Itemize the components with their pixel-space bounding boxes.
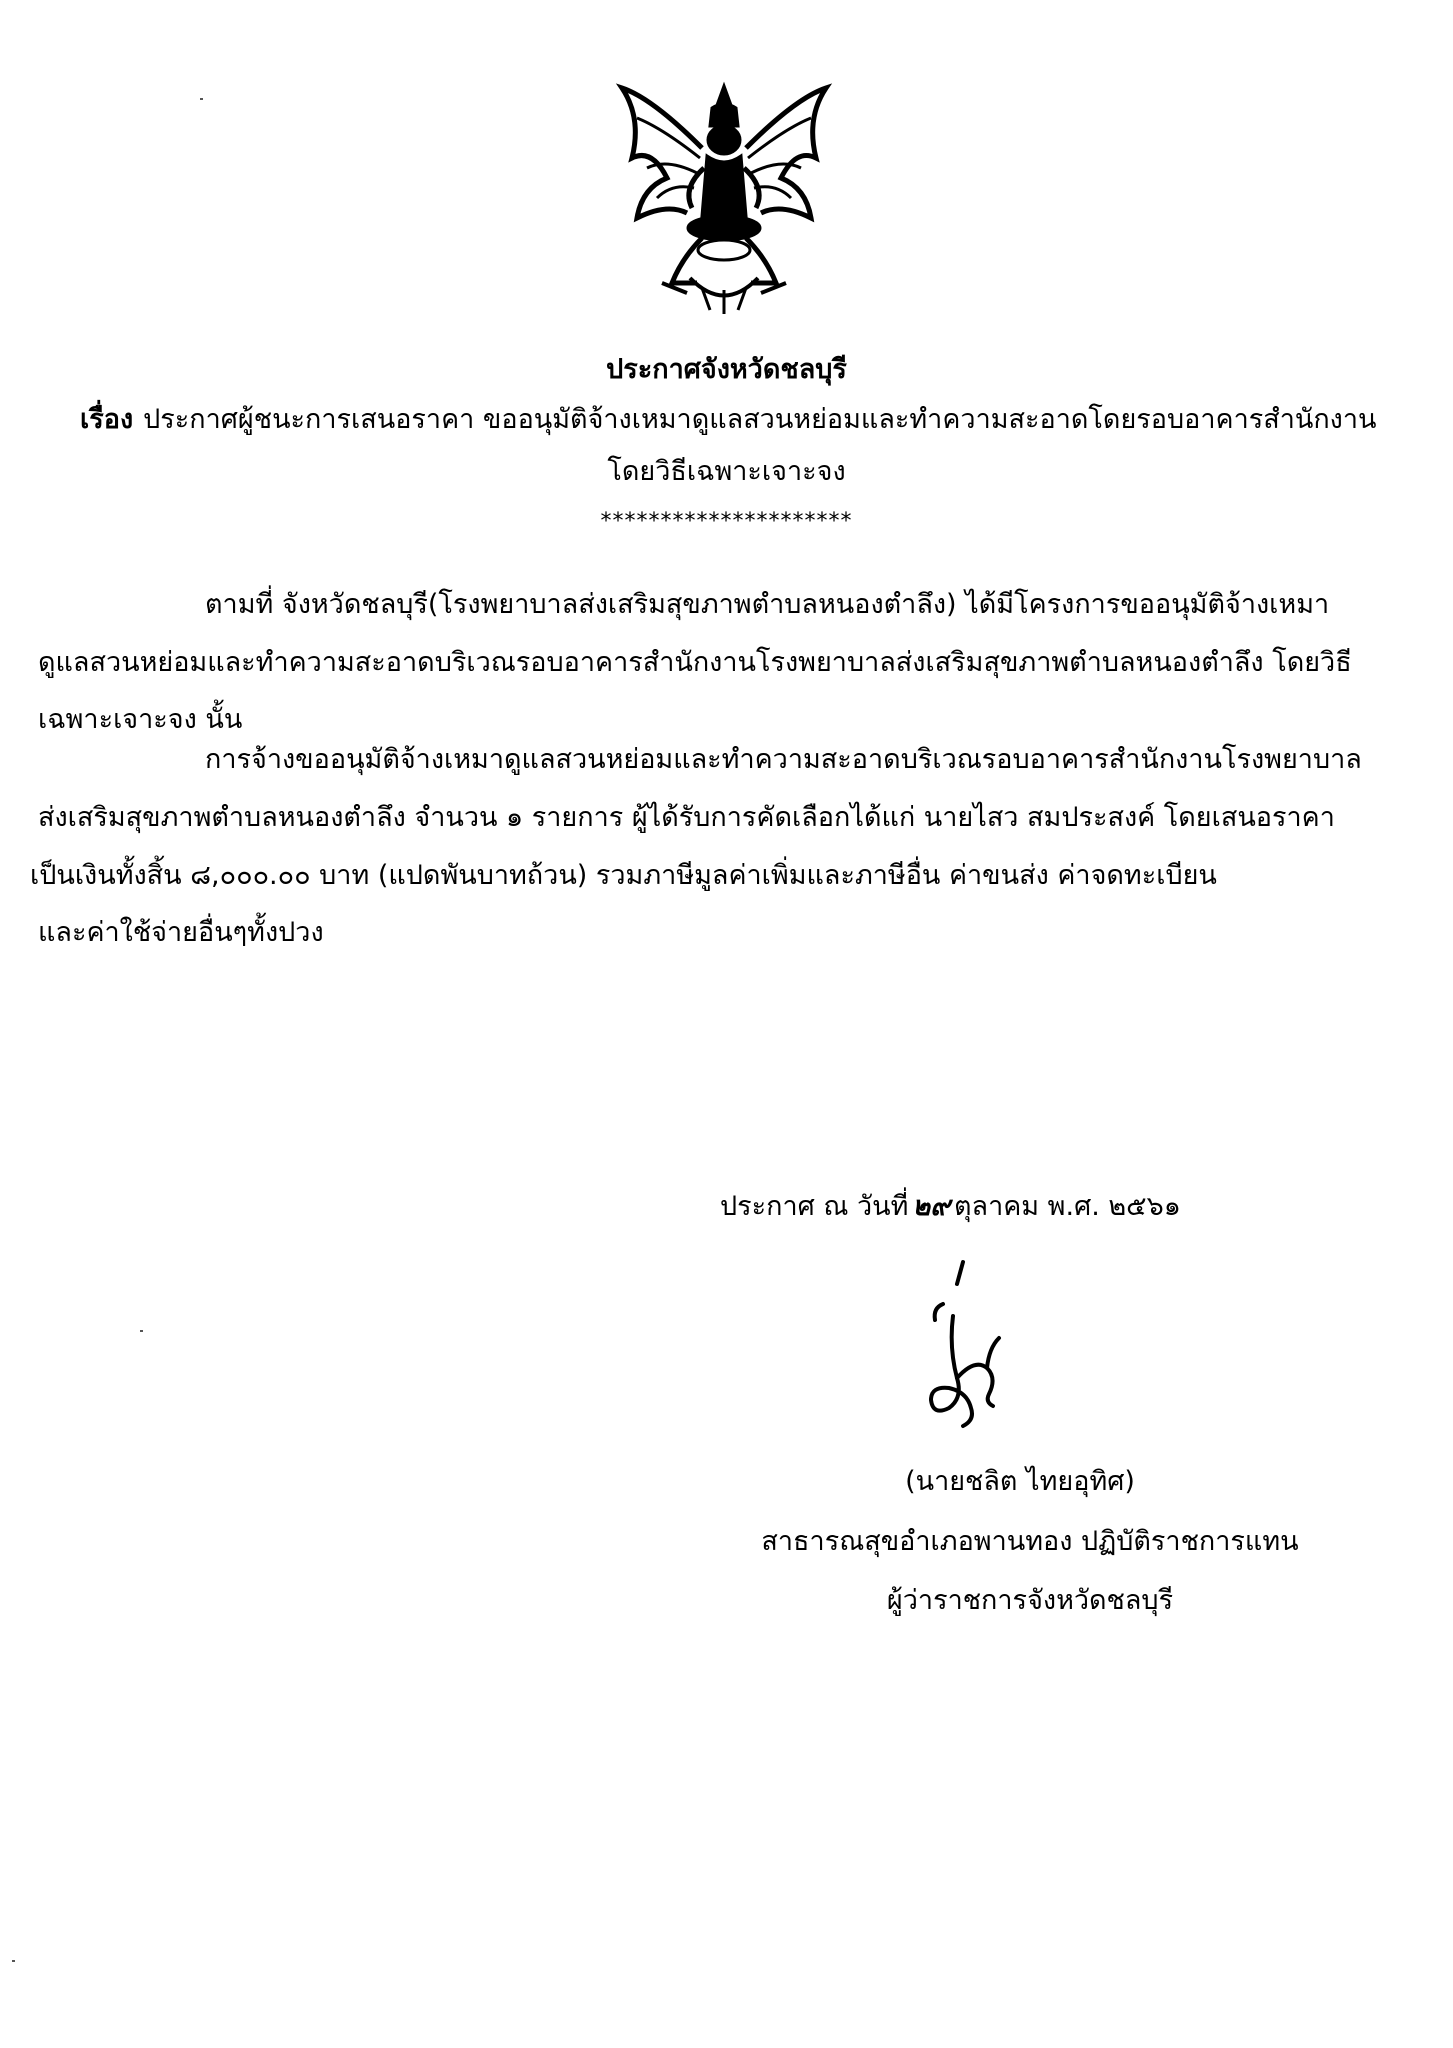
scan-speck [140, 1330, 143, 1332]
paragraph2-line1: การจ้างขออนุมัติจ้างเหมาดูแลสวนหย่อมและทำความสะอาดบริเวณรอบอาคารสำนักงานโรงพยาบาล [205, 744, 1362, 775]
scan-speck [200, 98, 203, 100]
date-month-year: ตุลาคม พ.ศ. ๒๕๖๑ [954, 1191, 1181, 1222]
handwritten-signature [905, 1258, 1025, 1438]
garuda-emblem [612, 78, 837, 318]
paragraph2-line2: ส่งเสริมสุขภาพตำบลหนองตำลึง จำนวน ๑ รายการ ผู้ได้รับการคัดเลือกได้แก่ นายไสว สมประสงค์ โดยเสนอราคา [38, 802, 1335, 833]
subject-text-continued: โดยวิธีเฉพาะเจาะจง [607, 456, 846, 487]
date-day-handwritten: ๒๙ [912, 1191, 950, 1222]
subject-text: ประกาศผู้ชนะการเสนอราคา ขออนุมัติจ้างเหมาดูแลสวนหย่อมและทำความสะอาดโดยรอบอาคารสำนักงาน [143, 404, 1377, 435]
subject-row [80, 400, 1440, 440]
signatory-title: สาธารณสุขอำเภอพานทอง ปฏิบัติราชการแทน [761, 1526, 1299, 1557]
separator-asterisks: ********************* [600, 509, 853, 534]
paragraph1-line3: เฉพาะเจาะจง นั้น [38, 704, 243, 735]
document-heading: ประกาศจังหวัดชลบุรี [606, 354, 847, 385]
scan-speck [12, 1960, 15, 1962]
signatory-name: (นายชลิต ไทยอุทิศ) [905, 1466, 1135, 1497]
signatory-title-2: ผู้ว่าราชการจังหวัดชลบุรี [886, 1585, 1174, 1616]
date-prefix: ประกาศ ณ วันที่ [720, 1191, 909, 1222]
paragraph2-line3: เป็นเงินทั้งสิ้น ๘,๐๐๐.๐๐ บาท (แปดพันบาทถ้วน) รวมภาษีมูลค่าเพิ่มและภาษีอื่น ค่าขนส่ง ค่าจดทะเบียน [30, 860, 1217, 891]
paragraph1-line2: ดูแลสวนหย่อมและทำความสะอาดบริเวณรอบอาคารสำนักงานโรงพยาบาลส่งเสริมสุขภาพตำบลหนองตำลึง โดยวิธี [38, 647, 1352, 678]
announcement-date [720, 1187, 1181, 1227]
paragraph2-line4: และค่าใช้จ่ายอื่นๆทั้งปวง [38, 917, 324, 948]
paragraph1-line1: ตามที่ จังหวัดชลบุรี(โรงพยาบาลส่งเสริมสุขภาพตำบลหนองตำลึง) ได้มีโครงการขออนุมัติจ้างเหมา [205, 589, 1330, 620]
subject-label: เรื่อง [80, 404, 134, 435]
